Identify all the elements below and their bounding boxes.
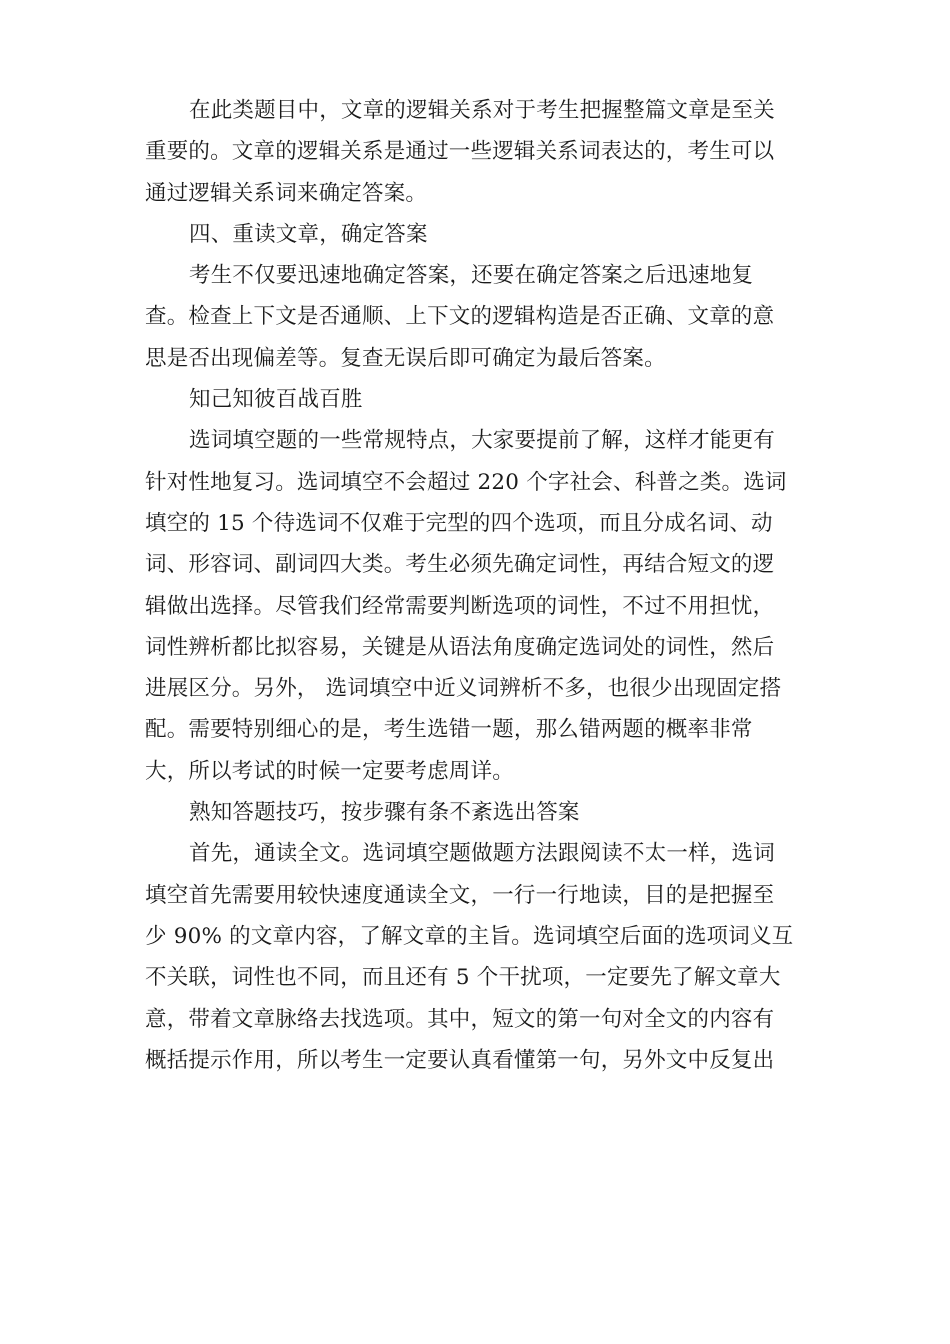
text-line: 填空首先需要用较快速度通读全文，一行一行地读，目的是把握至: [145, 882, 775, 908]
text-line: 辑做出选择。尽管我们经常需要判断选项的词性，不过不用担忧，: [145, 593, 775, 619]
text-line: 在此类题目中，文章的逻辑关系对于考生把握整篇文章是至关: [189, 98, 775, 123]
section-heading: 四、重读文章，确定答案: [189, 221, 428, 247]
text-line: 少 90% 的文章内容，了解文章的主旨。选词填空后面的选项词义互: [145, 923, 794, 949]
section-heading: 知己知彼百战百胜: [189, 387, 363, 413]
text-line: 查。检查上下文是否通顺、上下文的逻辑构造是否正确、文章的意: [145, 304, 775, 330]
text-line: 针对性地复习。选词填空不会超过 220 个字社会、科普之类。选词: [145, 469, 787, 495]
text-line: 词、形容词、副词四大类。考生必须先确定词性，再结合短文的逻: [145, 552, 775, 578]
text-line: 词性辨析都比拟容易，关键是从语法角度确定选词处的词性，然后: [145, 634, 775, 660]
text-line: 考生不仅要迅速地确定答案，还要在确定答案之后迅速地复: [189, 263, 754, 289]
section-heading: 熟知答题技巧，按步骤有条不紊选出答案: [189, 800, 580, 826]
text-line: 通过逻辑关系词来确定答案。: [145, 180, 428, 206]
text-line: 配。需要特别细心的是，考生选错一题，那么错两题的概率非常: [145, 717, 753, 743]
text-line: 重要的。文章的逻辑关系是通过一些逻辑关系词表达的，考生可以: [145, 139, 775, 165]
text-line: 思是否出现偏差等。复查无误后即可确定为最后答案。: [145, 345, 666, 371]
text-line: 进展区分。另外， 选词填空中近义词辨析不多，也很少出现固定搭: [145, 676, 782, 702]
text-line: 大，所以考试的时候一定要考虑周详。: [145, 758, 514, 784]
text-line: 意，带着文章脉络去找选项。其中，短文的第一句对全文的内容有: [145, 1006, 775, 1032]
text-line: 不关联，词性也不同，而且还有 5 个干扰项，一定要先了解文章大: [145, 965, 781, 991]
text-line: 首先，通读全文。选词填空题做题方法跟阅读不太一样，选词: [189, 841, 775, 867]
document-body: [145, 90, 805, 1081]
text-line: 概括提示作用，所以考生一定要认真看懂第一句，另外文中反复出: [145, 1047, 775, 1073]
text-line: 选词填空题的一些常规特点，大家要提前了解，这样才能更有: [189, 428, 775, 454]
text-line: 填空的 15 个待选词不仅难于完型的四个选项，而且分成名词、动: [145, 510, 773, 536]
